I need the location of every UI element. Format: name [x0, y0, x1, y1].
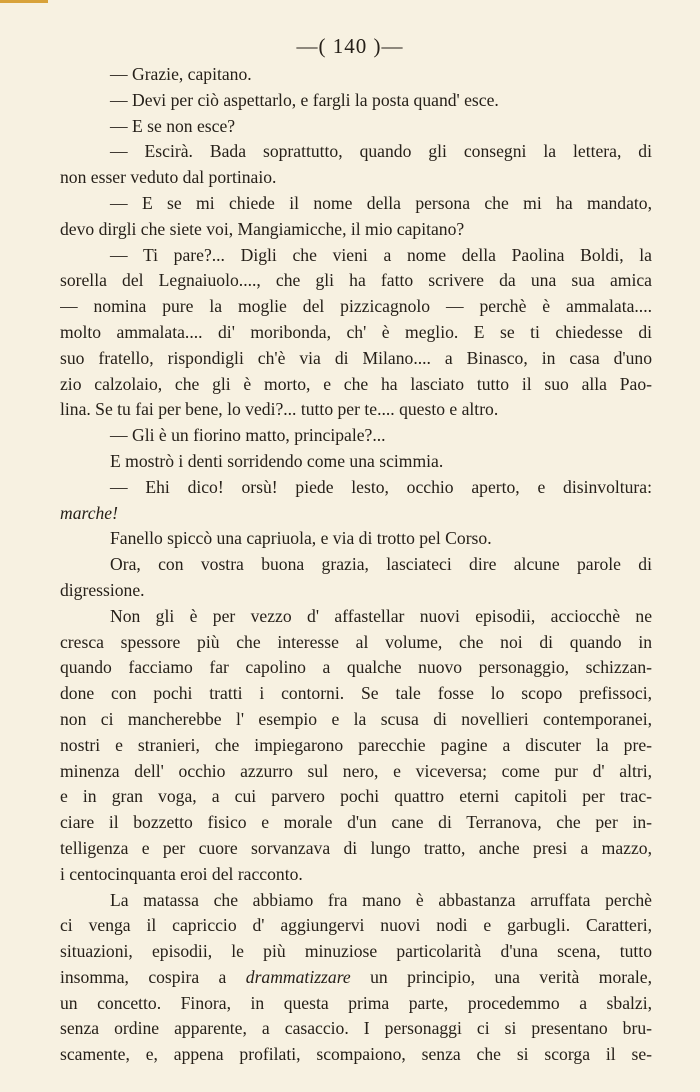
- text-line: cresca spessore più che interesse al volume, che noi di quando in: [60, 631, 652, 652]
- text-line: — Devi per ciò aspettarlo, e fargli la posta quand' esce.: [110, 89, 499, 110]
- text-line: — Gli è un fiorino matto, principale?...: [110, 425, 386, 446]
- text-line: i centocinquanta eroi del racconto.: [60, 863, 303, 884]
- text-line: scamente, e, appena profilati, scompaiono, senza che si scorga il se-: [60, 1044, 652, 1065]
- text-line: devo dirgli che siete voi, Mangiamicche, il mio capitano?: [60, 218, 465, 239]
- text-line: — E se mi chiede il nome della persona che mi ha mandato,: [110, 192, 652, 213]
- text-line: Non gli è per vezzo d' affastellar nuovi episodii, acciocchè ne: [110, 605, 652, 626]
- text-line: insomma, cospira a drammatizzare un principio, una verità morale,: [60, 966, 652, 987]
- text-line: marche!: [60, 502, 118, 523]
- text-line: non esser veduto dal portinaio.: [60, 167, 277, 188]
- text-line: quando facciamo far capolino a qualche nuovo personaggio, schizzan-: [60, 657, 652, 678]
- text-line: — Ehi dico! orsù! piede lesto, occhio aperto, e disinvoltura:: [110, 476, 652, 497]
- text-line: sorella del Legnaiuolo...., che gli ha fatto scrivere da una sua amica: [60, 270, 652, 291]
- text-line: — nomina pure la moglie del pizzicagnolo — perchè è ammalata....: [60, 296, 652, 317]
- text-line: un concetto. Finora, in questa prima parte, procedemmo a sbalzi,: [60, 992, 652, 1013]
- text-line: telligenza e per cuore sorvanzava di lungo tratto, anche presi a mazzo,: [60, 837, 652, 858]
- text-line: zio calzolaio, che gli è morto, e che ha lasciato tutto il suo alla Pao-: [60, 373, 652, 394]
- text-line: digressione.: [60, 579, 145, 600]
- text-line: non ci mancherebbe l' esempio e la scusa di novellieri contemporanei,: [60, 708, 652, 729]
- text-line: E mostrò i denti sorridendo come una scimmia.: [110, 450, 444, 471]
- text-line: — Escirà. Bada soprattutto, quando gli consegni la lettera, di: [110, 141, 652, 162]
- text-line: suo fratello, rispondigli ch'è via di Milano.... a Binasco, in casa d'uno: [60, 347, 652, 368]
- text-line: Fanello spiccò una capriuola, e via di trotto pel Corso.: [110, 528, 492, 549]
- text-line: Ora, con vostra buona grazia, lasciateci dire alcune parole di: [110, 554, 652, 575]
- text-line: ci venga il capriccio d' aggiungervi nuovi nodi e garbugli. Caratteri,: [60, 915, 652, 936]
- text-line: nostri e stranieri, che impiegarono parecchie pagine a discuter la pre-: [60, 734, 652, 755]
- text-line: — E se non esce?: [110, 115, 236, 136]
- top-edge-mark: [0, 0, 48, 3]
- text-line: La matassa che abbiamo fra mano è abbastanza arruffata perchè: [110, 889, 652, 910]
- page-number: —( 140 )—: [296, 34, 404, 58]
- text-line: senza ordine apparente, a casaccio. I personaggi ci si presentano bru-: [60, 1018, 652, 1039]
- text-line: molto ammalata.... di' moribonda, ch' è meglio. E se ti chiedesse di: [60, 321, 652, 342]
- text-line: situazioni, episodii, le più minuziose particolarità d'una scena, tutto: [60, 941, 652, 962]
- text-line: — Ti pare?... Digli che vieni a nome della Paolina Boldi, la: [110, 244, 652, 265]
- text-line: e in gran voga, a cui parvero pochi quattro eterni capitoli per trac-: [60, 786, 652, 807]
- italic-word: drammatizzare: [245, 966, 351, 987]
- text-line: ciare il bozzetto fisico e morale d'un cane di Terranova, che per in-: [60, 812, 652, 833]
- text-line: done con pochi tratti i contorni. Se tale fosse lo scopo prefissoci,: [60, 683, 652, 704]
- text-line: minenza dell' occhio azzurro sul nero, e viceversa; come pur d' altri,: [60, 760, 652, 781]
- text-line: lina. Se tu fai per bene, lo vedi?... tutto per te.... questo e altro.: [60, 399, 499, 420]
- body-text: [60, 62, 652, 1068]
- text-line: — Grazie, capitano.: [110, 64, 252, 84]
